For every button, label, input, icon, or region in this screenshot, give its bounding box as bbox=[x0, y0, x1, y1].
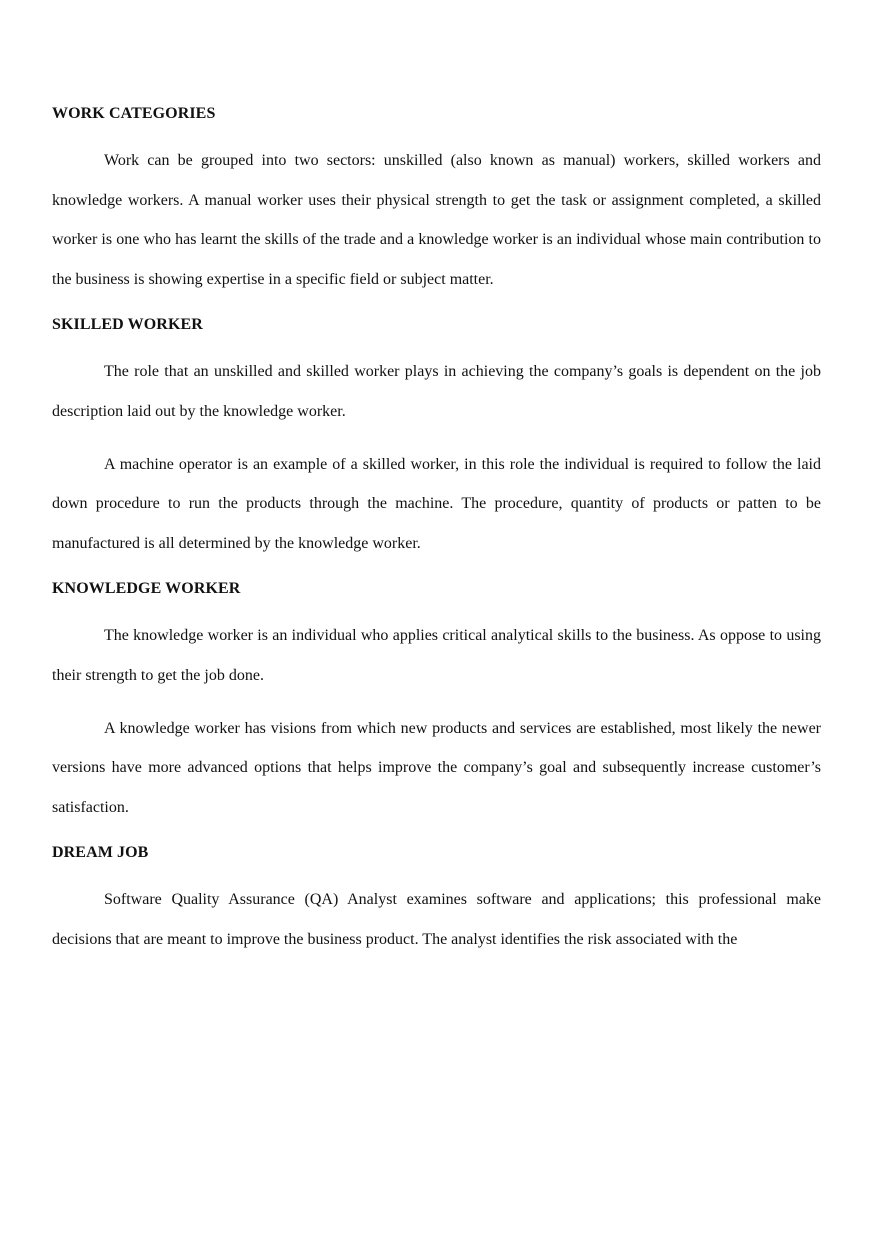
paragraph: A knowledge worker has visions from which new products and services are established, most likely the newer versions have more advanced options that helps improve the company’s goal and subsequently increase customer’s satisfaction. bbox=[52, 719, 821, 816]
section-skilled-worker bbox=[52, 312, 821, 563]
section-heading: WORK CATEGORIES bbox=[52, 105, 216, 122]
paragraph: Work can be grouped into two sectors: unskilled (also known as manual) workers, skilled workers and knowledge workers. A manual worker uses their physical strength to get the task or assignment completed, a skilled worker is one who has learnt the skills of the trade and a knowledge worker is an individual whose main contribution to the business is showing expertise in a specific field or subject matter. bbox=[52, 152, 821, 288]
section-heading: SKILLED WORKER bbox=[52, 316, 203, 334]
section-dream-job bbox=[52, 840, 821, 959]
section-knowledge-worker bbox=[52, 576, 821, 827]
paragraph: The knowledge worker is an individual who applies critical analytical skills to the business. As oppose to using their strength to get the job done. bbox=[52, 627, 821, 684]
section-heading: KNOWLEDGE WORKER bbox=[52, 580, 241, 598]
document-body bbox=[52, 101, 821, 973]
section-heading: DREAM JOB bbox=[52, 844, 149, 862]
paragraph: Software Quality Assurance (QA) Analyst examines software and applications; this professional make decisions that are meant to improve the business product. The analyst identifies the risk associated with the bbox=[52, 891, 821, 948]
paragraph: A machine operator is an example of a skilled worker, in this role the individual is required to follow the laid down procedure to run the products through the machine. The procedure, quantity of products or patten to be manufactured is all determined by the knowledge worker. bbox=[52, 455, 821, 552]
section-work-categories bbox=[52, 101, 821, 299]
paragraph: The role that an unskilled and skilled worker plays in achieving the company’s goals is dependent on the job description laid out by the knowledge worker. bbox=[52, 363, 821, 420]
